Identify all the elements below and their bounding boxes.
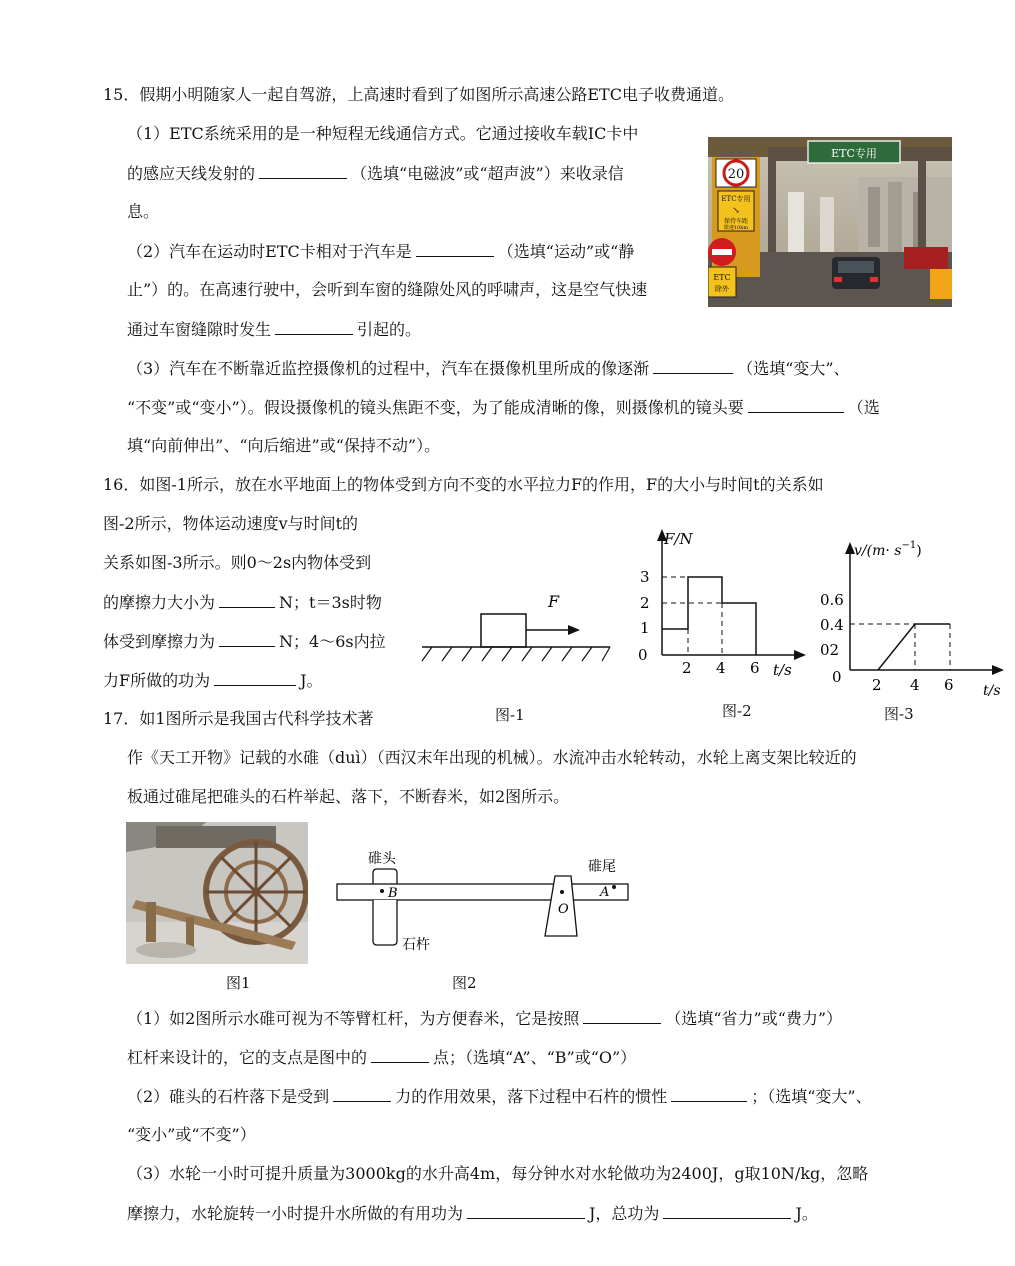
x-tick-label: 2 bbox=[872, 676, 882, 694]
answer-blank[interactable] bbox=[259, 162, 347, 179]
y-tick-label: 02 bbox=[820, 641, 840, 659]
q15-stem: 15．假期小明随家人一起自驾游，上高速时看到了如图所示高速公路ETC电子收费通道。 bbox=[103, 85, 734, 104]
origin-label: 0 bbox=[832, 668, 842, 686]
text-segment: （选填“运动”或“静 bbox=[497, 242, 635, 261]
text-segment: （1）如2图所示水碓可视为不等臂杠杆，为方便舂米，它是按照 bbox=[127, 1009, 580, 1028]
dashed-guides bbox=[850, 624, 950, 670]
answer-blank[interactable] bbox=[275, 318, 353, 335]
lane-sign-text: 保持车距 bbox=[723, 218, 749, 225]
q16-stem: 16．如图-1所示，放在水平地面上的物体受到方向不变的水平拉力F的作用，F的大小与时间t的关系如 bbox=[103, 475, 824, 494]
q17-p1-line2 bbox=[127, 1046, 636, 1069]
x-axis-label: t/s bbox=[773, 661, 792, 679]
answer-blank[interactable] bbox=[653, 357, 733, 374]
point-a-label: A bbox=[600, 885, 610, 900]
text-segment: 摩擦力，水轮旋转一小时提升水所做的有用功为 bbox=[127, 1204, 464, 1223]
y-tick-label: 0.6 bbox=[820, 591, 844, 609]
q15-p1-line2 bbox=[127, 162, 624, 185]
q15-p3-line2 bbox=[127, 396, 880, 419]
q17-p2-line1 bbox=[127, 1085, 872, 1108]
ground-hatch bbox=[422, 647, 610, 661]
y-tick-label: 0.4 bbox=[820, 616, 844, 634]
y-tick-label: 3 bbox=[640, 568, 650, 586]
q17-p1-line1 bbox=[127, 1007, 842, 1030]
q17-fig1-caption: 图1 bbox=[226, 974, 251, 992]
text-segment: N；t＝3s时物 bbox=[279, 593, 382, 612]
q15-p2-line3 bbox=[127, 318, 421, 341]
text-segment: J。 bbox=[300, 671, 323, 690]
answer-blank[interactable] bbox=[333, 1085, 391, 1102]
answer-blank[interactable] bbox=[748, 396, 844, 413]
text-segment: 力F所做的功为 bbox=[103, 671, 211, 690]
water-mill-photo bbox=[126, 822, 308, 964]
text-segment: （选填“电磁波”或“超声波”）来收录信 bbox=[351, 164, 624, 183]
force-label: F bbox=[548, 592, 560, 611]
force-curve bbox=[662, 577, 756, 655]
origin-label: 0 bbox=[638, 646, 648, 664]
answer-blank[interactable] bbox=[219, 630, 275, 647]
answer-blank[interactable] bbox=[214, 669, 296, 686]
text-segment: 体受到摩擦力为 bbox=[103, 632, 216, 651]
y-axis-label: $v/(m\cdot s^{-1})$ bbox=[854, 540, 922, 559]
point-a bbox=[612, 885, 616, 889]
answer-blank[interactable] bbox=[583, 1007, 661, 1024]
x-tick-label: 6 bbox=[750, 659, 760, 677]
text-segment: 引起的。 bbox=[357, 320, 422, 339]
q16-line6 bbox=[103, 669, 323, 692]
y-axis-label: F/N bbox=[664, 530, 693, 548]
speed-limit-text: 20 bbox=[727, 167, 745, 182]
point-b-label: B bbox=[388, 886, 398, 901]
text-segment: ；（选填“变大”、 bbox=[751, 1087, 872, 1106]
q17-line2: 作《天工开物》记载的水碓（duì）（西汉末年出现的机械）。水流冲击水轮转动，水轮上离支架比较近的 bbox=[127, 748, 857, 767]
etc-toll-photo bbox=[708, 137, 952, 307]
fig3-caption: 图-3 bbox=[884, 705, 914, 723]
dashed-guides bbox=[662, 577, 722, 655]
q15-p1-line3: 息。 bbox=[127, 202, 160, 221]
lane-sign-text: ETC专用 bbox=[721, 195, 751, 203]
point-o-label: O bbox=[558, 902, 569, 917]
x-tick-label: 6 bbox=[944, 676, 954, 694]
pestle-label: 石杵 bbox=[402, 937, 430, 953]
q16-line5 bbox=[103, 630, 386, 653]
hammer-tail-label: 碓尾 bbox=[588, 859, 616, 875]
text-segment: “不变”或“变小”）。假设摄像机的镜头焦距不变，为了能成清晰的像，则摄像机的镜头要 bbox=[127, 398, 744, 417]
q17-fig2-caption: 图2 bbox=[452, 974, 477, 992]
x-axis-label: t/s bbox=[983, 683, 1001, 699]
velocity-curve bbox=[878, 624, 950, 670]
text-segment: N；4～6s内拉 bbox=[279, 632, 386, 651]
x-tick-label: 4 bbox=[910, 676, 920, 694]
q17-p3-line1: （3）水轮一小时可提升质量为3000kg的水升高4m，每分钟水对水轮做功为2400J，g取10N/kg，忽略 bbox=[127, 1164, 869, 1183]
text-segment: J。 bbox=[795, 1204, 818, 1223]
q15-p3-line3: 填“向前伸出”、“向后缩进”或“保持不动”）。 bbox=[127, 436, 441, 455]
fig2-caption: 图-2 bbox=[722, 702, 752, 720]
q17-line3: 板通过碓尾把碓头的石杵举起、落下，不断舂米，如2图所示。 bbox=[127, 787, 570, 806]
answer-blank[interactable] bbox=[219, 591, 275, 608]
q17-p2-line2: “变小”或“不变”） bbox=[127, 1125, 256, 1144]
q15-p3-line1 bbox=[127, 357, 850, 380]
lane-sign-text: 限速10km bbox=[723, 225, 749, 231]
lane-sign-text: ETC bbox=[713, 273, 731, 282]
text-segment: （选填“变大”、 bbox=[737, 359, 850, 378]
block bbox=[481, 614, 526, 647]
x-tick-label: 4 bbox=[716, 659, 726, 677]
text-segment: J，总功为 bbox=[589, 1204, 660, 1223]
x-tick-label: 2 bbox=[682, 659, 692, 677]
water-mill-illustration bbox=[126, 822, 308, 964]
lane-sign-text: 除外 bbox=[715, 285, 729, 293]
trip-hammer-lever-diagram bbox=[330, 845, 635, 955]
fig1-caption: 图-1 bbox=[495, 706, 525, 724]
text-segment: 的摩擦力大小为 bbox=[103, 593, 216, 612]
q16-line3: 关系如图-3所示。则0～2s内物体受到 bbox=[103, 553, 372, 572]
y-tick-label: 1 bbox=[640, 619, 650, 637]
text-segment: 的感应天线发射的 bbox=[127, 164, 256, 183]
point-o bbox=[560, 890, 564, 894]
q17-line1: 17．如1图所示是我国古代科学技术著 bbox=[103, 709, 374, 728]
point-b bbox=[380, 889, 384, 893]
fig2-force-time-graph bbox=[630, 525, 810, 685]
fig1-block-diagram bbox=[418, 585, 614, 665]
q15-p2-line2: 止”）的。在高速行驶中，会听到车窗的缝隙处风的呼啸声，这是空气快速 bbox=[127, 280, 648, 299]
stone-pestle bbox=[373, 900, 397, 945]
answer-blank[interactable] bbox=[467, 1202, 585, 1219]
hammer-head-label: 碓头 bbox=[368, 851, 396, 867]
q15-p1-line1: （1）ETC系统采用的是一种短程无线通信方式。它通过接收车载IC卡中 bbox=[127, 124, 639, 143]
etc-sign-text: ETC专用 bbox=[831, 147, 877, 160]
text-segment: 通过车窗缝隙时发生 bbox=[127, 320, 272, 339]
q16-line2: 图-2所示，物体运动速度v与时间t的 bbox=[103, 514, 359, 533]
answer-blank[interactable] bbox=[371, 1046, 429, 1063]
answer-blank[interactable] bbox=[671, 1085, 747, 1102]
q16-line4 bbox=[103, 591, 382, 614]
text-segment: （3）汽车在不断靠近监控摄像机的过程中，汽车在摄像机里所成的像逐渐 bbox=[127, 359, 650, 378]
text-segment: （选 bbox=[847, 398, 880, 417]
q15-p2-line1 bbox=[127, 240, 634, 263]
text-segment: （2）汽车在运动时ETC卡相对于汽车是 bbox=[127, 242, 412, 261]
answer-blank[interactable] bbox=[416, 240, 494, 257]
text-segment: 力的作用效果，落下过程中石杵的惯性 bbox=[395, 1087, 668, 1106]
y-tick-label: 2 bbox=[640, 594, 650, 612]
text-segment: （2）碓头的石杵落下是受到 bbox=[127, 1087, 330, 1106]
q17-p3-line2 bbox=[127, 1202, 818, 1225]
etc-photo-illustration bbox=[708, 137, 952, 307]
text-segment: （选填“省力”或“费力”） bbox=[665, 1009, 843, 1028]
answer-blank[interactable] bbox=[663, 1202, 791, 1219]
text-segment: 杠杆来设计的，它的支点是图中的 bbox=[127, 1048, 368, 1067]
fig3-velocity-time-graph bbox=[820, 530, 1015, 700]
text-segment: 点；（选填“A”、“B”或“O”） bbox=[433, 1048, 637, 1067]
svg-text:↘: ↘ bbox=[732, 206, 740, 216]
